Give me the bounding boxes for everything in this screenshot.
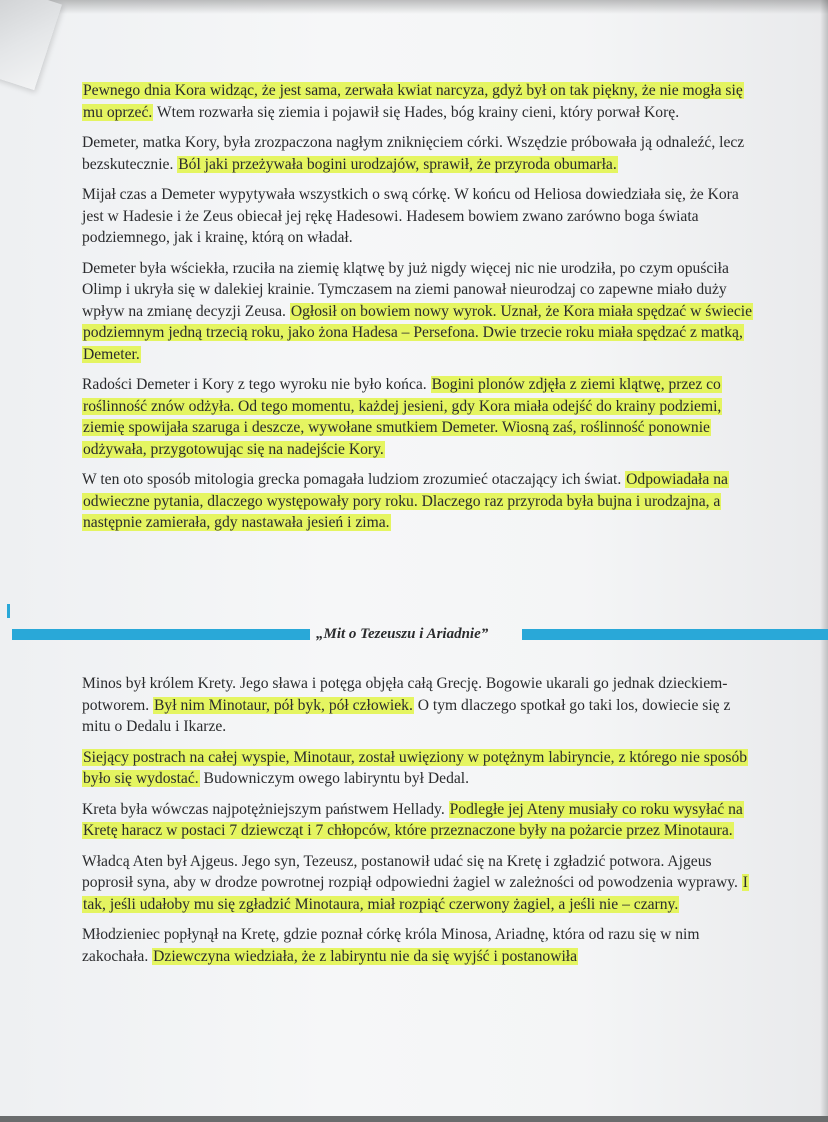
paragraph <box>82 851 758 916</box>
paragraph <box>82 673 758 738</box>
paragraph-text: Władcą Aten był Ajgeus. Jego syn, Tezeusz, postanowił udać się na Kretę i zgładzić potwora. Ajgeus poprosił syna, aby w drodze powrotnej rozpiął odpowiedni żagiel w zależności od powodzenia wyprawy. <box>82 852 742 891</box>
paragraph-text: Demeter była wściekła, rzuciła na ziemię klątwę by już nigdy więcej nic nie urodziła, po czym opuściła Olimp i ukryła się w dalekiej krainie. Tymczasem na ziemi panował nieurodzaj co zapewne miało duży wpływ na zmianę decyzji Zeusa. <box>82 259 729 320</box>
paragraph-text: Młodzieniec popłynął na Kretę, gdzie poznał córkę króla Minosa, Ariadnę, która od razu się w nim zakochała. <box>82 926 700 965</box>
section-title: „Mit o Tezeuszu i Ariadnie” <box>316 626 489 642</box>
highlighted-text: Ból jaki przeżywała bogini urodzajów, sprawił, że przyroda obumarła. <box>178 155 617 173</box>
top-shadow <box>0 0 828 14</box>
page-bottom-edge <box>0 1116 828 1122</box>
paragraph <box>82 374 758 460</box>
paragraph <box>82 132 758 175</box>
highlighted-text: Pewnego dnia Kora widząc, że jest sama, zerwała kwiat narcyza, gdyż był on tak piękny, że nie mogła się mu oprzeć. <box>83 82 743 121</box>
section-divider <box>12 626 828 644</box>
page-right-edge <box>820 0 828 1122</box>
highlighted-text: Ogłosił on bowiem nowy wyrok. Uznał, że Kora miała spędzać w świecie podziemnym jedną trzecią roku, jako żona Hadesa – Persefona. Dwie trzecie roku miała spędzać z matką, Demeter. <box>83 302 753 363</box>
section-bar-right <box>522 629 828 640</box>
paragraph <box>82 924 758 967</box>
paragraph <box>82 80 758 123</box>
paragraph-text: Budowniczym owego labiryntu był Dedal. <box>199 770 470 787</box>
paragraph <box>82 258 758 366</box>
highlighted-text: I tak, jeśli udałoby mu się zgładzić Minotaura, miał rozpiąć czerwony żagiel, a jeśli nie – czarny. <box>83 874 748 913</box>
highlighted-text: Siejący postrach na całej wyspie, Minotaur, został uwięziony w potężnym labiryncie, z którego nie sposób było się wydostać. <box>83 748 748 787</box>
paragraph <box>82 469 758 534</box>
paragraph-text: Minos był królem Krety. Jego sława i potęga objęła całą Grecję. Bogowie ukarali go jednak dzieckiem-potworem. <box>82 675 728 714</box>
highlighted-text: Bogini plonów zdjęła z ziemi klątwę, przez co roślinność znów odżyła. Od tego momentu, każdej jesieni, gdy Kora miała odejść do krainy podziemi, ziemię spowijała szaruga i deszcze, wywołane smutkiem Demeter. Wiosną zaś, roślinność ponownie odżywała, przygotowując się na nadejście Kory. <box>83 376 722 458</box>
folded-corner <box>0 0 62 90</box>
margin-mark <box>7 604 10 618</box>
paragraph-text: W ten oto sposób mitologia grecka pomagała ludziom zrozumieć otaczający ich świat. <box>82 471 626 488</box>
story-part-demeter <box>82 80 758 543</box>
paragraph-text: Kreta była wówczas najpotężniejszym państwem Hellady. <box>82 800 449 818</box>
highlighted-text: Dziewczyna wiedziała, że z labiryntu nie da się wyjść i postanowiła <box>153 947 578 965</box>
highlighted-text: Odpowiadała na odwieczne pytania, dlaczego występowały pory roku. Dlaczego raz przyroda była bujna i urodzajna, a następnie zamierała, gdy nastawała jesień i zima. <box>83 471 728 531</box>
paragraph-text: Wtem rozwarła się ziemia i pojawił się Hades, bóg krainy cieni, który porwał Korę. <box>153 103 680 121</box>
story-part-tezeusz <box>82 673 758 976</box>
paragraph-text: Radości Demeter i Kory z tego wyroku nie było końca. <box>82 376 431 393</box>
paragraph <box>82 747 758 790</box>
paragraph <box>82 184 758 249</box>
paragraph-text: Demeter, matka Kory, była zrozpaczona nagłym zniknięciem córki. Wszędzie próbowała ją odnaleźć, lecz bezskutecznie. <box>82 134 745 173</box>
highlighted-text: Podległe jej Ateny musiały co roku wysyłać na Kretę haracz w postaci 7 dziewcząt i 7 chłopców, które przeznaczone były na pożarcie przez Minotaura. <box>83 800 743 839</box>
highlighted-text: Był nim Minotaur, pół byk, pół człowiek. <box>154 696 413 714</box>
section-bar-left <box>12 629 310 640</box>
paragraph <box>82 799 758 842</box>
paragraph-text: O tym dlaczego spotkał go taki los, dowiecie się z mitu o Dedalu i Ikarze. <box>82 696 731 735</box>
paragraph-text: Mijał czas a Demeter wypytywała wszystkich o swą córkę. W końcu od Heliosa dowiedziała się, że Kora jest w Hadesie i że Zeus obiecał jej rękę Hadesowi. Hadesem bowiem zwano zarówno boga świata podziemnego, jak i krainę, którą on władał. <box>82 186 739 246</box>
